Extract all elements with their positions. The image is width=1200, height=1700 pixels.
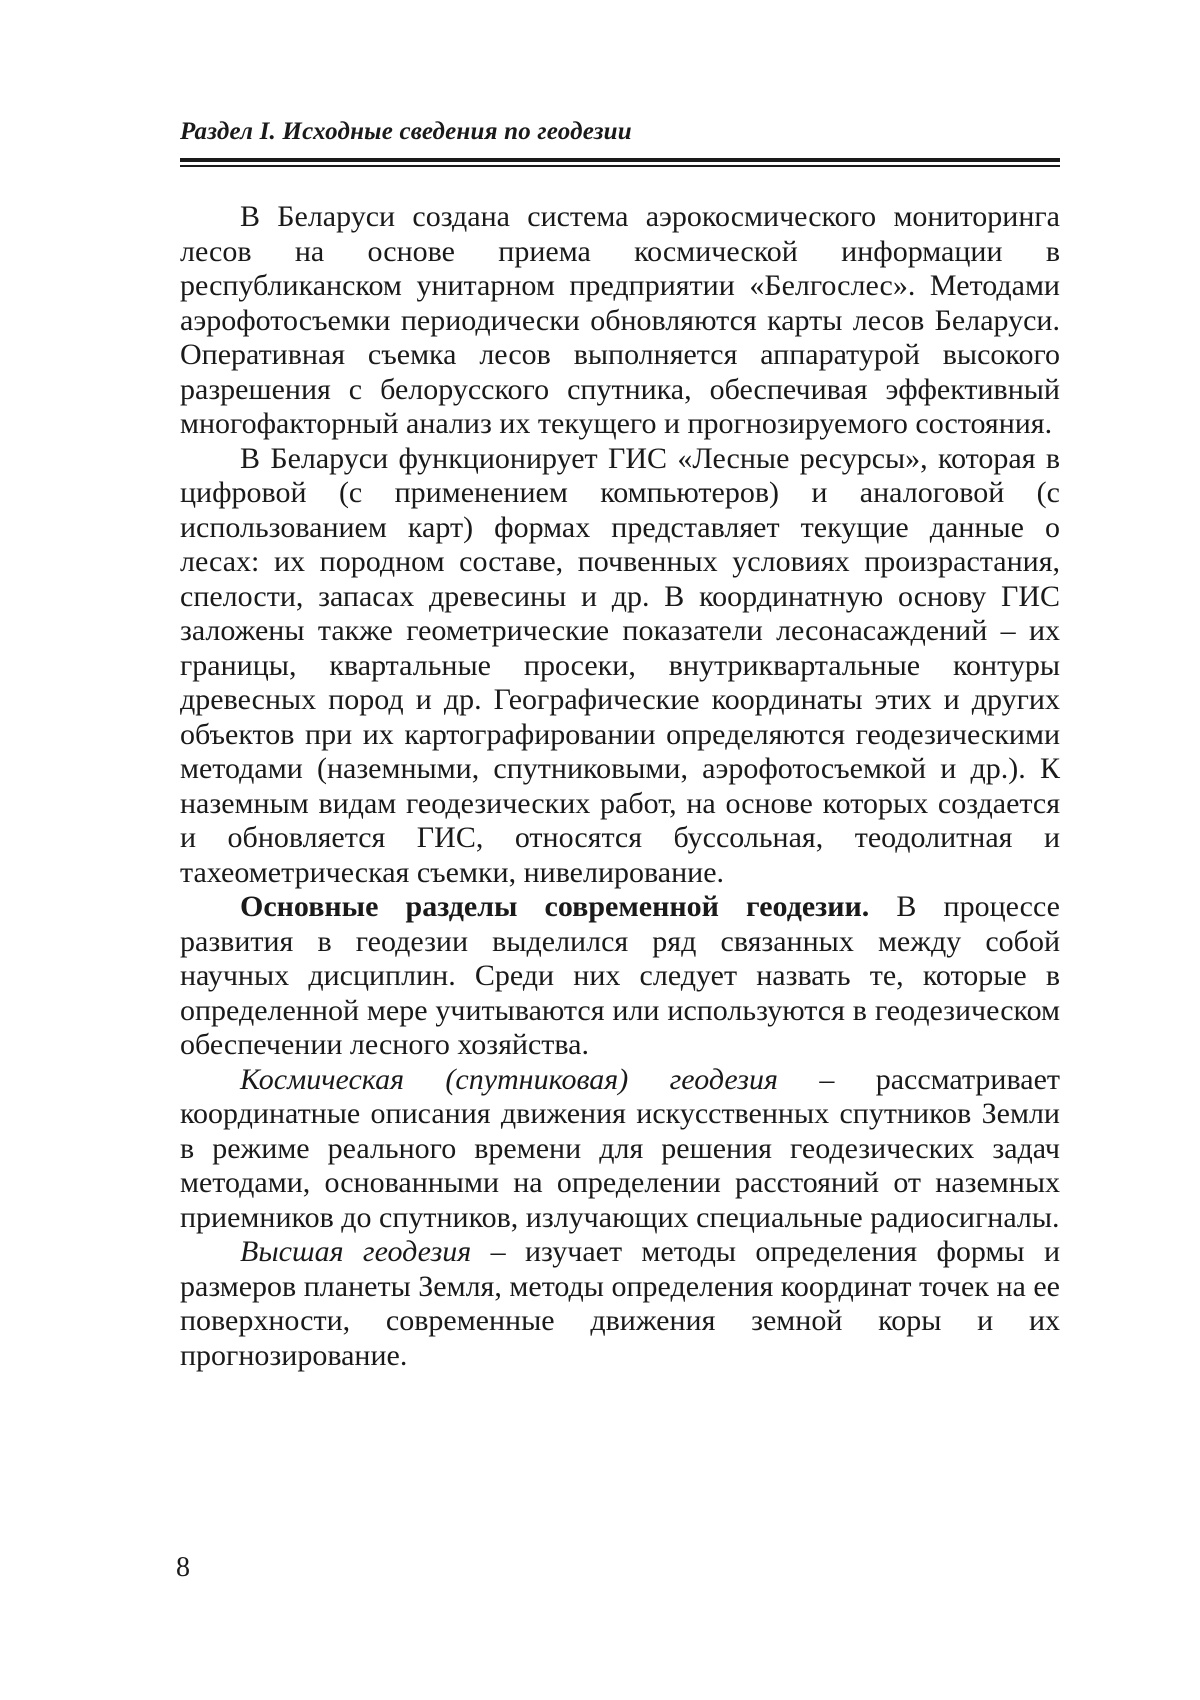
paragraph-higher-geodesy bbox=[180, 1235, 1060, 1373]
paragraph-text: В Беларуси функционирует ГИС «Лесные ресурсы», которая в цифровой (с применением компьютеров) и аналоговой (с использованием карт) формах представляет текущие данные о лесах: их породном составе, почвенных условиях произрастания, спелости, запасах древесины и др. В координатную основу ГИС заложены также геометрические показатели лесонасаждений – их границы, квартальные просеки, внутриквартальные контуры древесных пород и др. Географические координаты этих и других объектов при их картографировании определяются геодезическими методами (наземными, спутниковыми, аэрофотосъемкой и др.). К наземным видам геодезических работ, на основе которых создается и обновляется ГИС, относятся буссольная, теодолитная и тахеометрическая съемки, нивелирование. bbox=[180, 441, 1060, 889]
paragraph-text: В Беларуси создана система аэрокосмического мониторинга лесов на основе приема космической информации в республиканском унитарном предприятии «Белгослес». Методами аэрофотосъемки периодически обновляются карты лесов Беларуси. Оперативная съемка лесов выполняется аппаратурой высокого разрешения с белорусского спутника, обеспечивая эффективный многофакторный анализ их текущего и прогнозируемого состояния. bbox=[180, 200, 1060, 440]
page-number: 8 bbox=[176, 1552, 190, 1583]
running-header: Раздел I. Исходные сведения по геодезии bbox=[180, 118, 632, 145]
header-rule-thin bbox=[180, 165, 1060, 167]
paragraph-space-geodesy bbox=[180, 1063, 1060, 1236]
term-higher-geodesy: Высшая геодезия bbox=[240, 1235, 472, 1268]
paragraph-text: – изучает методы определения формы и размеров планеты Земля, методы определения координат точек на ее поверхности, современные движения земной коры и их прогнозирование. bbox=[180, 1235, 1060, 1372]
paragraph-main-sections bbox=[180, 890, 1060, 1063]
paragraph-gis bbox=[180, 442, 1060, 891]
paragraph-monitoring bbox=[180, 200, 1060, 442]
term-space-geodesy: Космическая (спутниковая) геодезия bbox=[240, 1062, 778, 1096]
paragraph-text: В процессе развития в геодезии выделился ряд связанных между собой научных дисциплин. Среди них следует назвать те, которые в определенной мере учитываются или используются в геодезическом обеспечении лесного хозяйства. bbox=[180, 890, 1060, 1061]
body-text bbox=[180, 200, 1060, 1373]
header-rule-thick bbox=[180, 158, 1060, 162]
section-heading-inline: Основные разделы современной геодезии. bbox=[240, 890, 870, 923]
paragraph-text: – рассматривает координатные описания движения искусственных спутников Земли в режиме реального времени для решения геодезических задач методами, основанными на определении расстояний от наземных приемников до спутников, излучающих специальные радиосигналы. bbox=[180, 1062, 1061, 1234]
